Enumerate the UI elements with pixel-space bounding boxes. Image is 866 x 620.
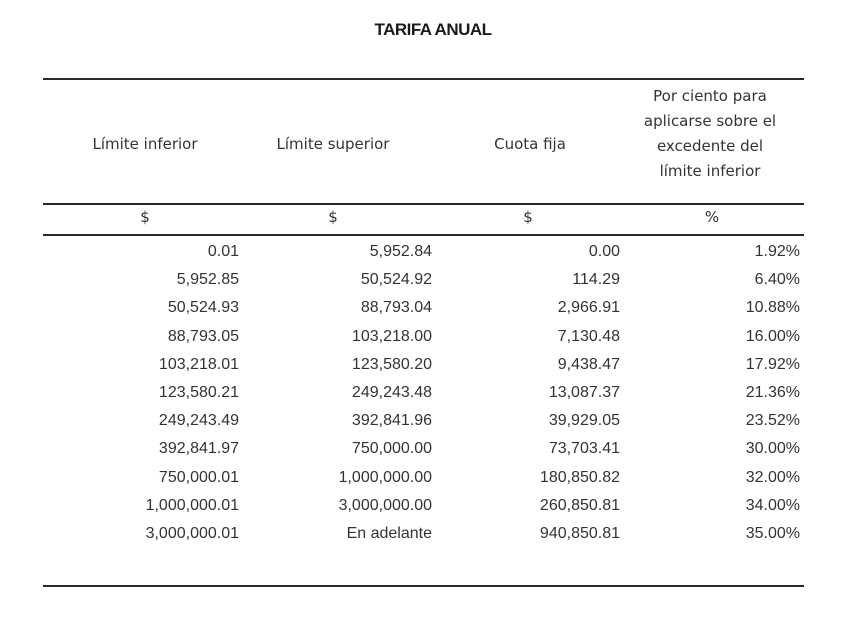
table-body — [43, 240, 804, 550]
header-limite-superior: Límite superior — [276, 135, 390, 153]
cell-cuota-fija: 0.00 — [588, 243, 620, 260]
cell-limite-superior: 392,841.96 — [351, 412, 432, 430]
cell-limite-superior: 5,952.84 — [369, 243, 432, 260]
unit-limite-superior: $ — [328, 208, 338, 226]
header-por-ciento-line-3: excedente del — [656, 137, 764, 155]
cell-limite-superior: 3,000,000.00 — [338, 496, 432, 514]
cell-por-ciento: 1.92% — [754, 243, 800, 260]
header-por-ciento — [615, 84, 805, 184]
cell-limite-superior: 88,793.04 — [360, 299, 432, 317]
table-row — [43, 409, 804, 437]
cell-limite-inferior: 750,000.01 — [158, 468, 239, 486]
cell-limite-inferior: 392,841.97 — [158, 440, 239, 458]
cell-limite-superior: 103,218.00 — [351, 327, 432, 345]
table-row — [43, 268, 804, 296]
table-row — [43, 466, 804, 494]
cell-limite-superior: 50,524.92 — [360, 271, 432, 289]
cell-por-ciento: 16.00% — [745, 327, 800, 345]
cell-cuota-fija: 2,966.91 — [557, 299, 620, 317]
cell-por-ciento: 34.00% — [745, 496, 800, 514]
cell-limite-inferior: 5,952.85 — [176, 271, 239, 289]
cell-limite-superior: 249,243.48 — [351, 383, 432, 401]
cell-por-ciento: 32.00% — [745, 468, 800, 486]
cell-por-ciento: 21.36% — [745, 383, 800, 401]
cell-limite-inferior: 0.01 — [207, 243, 239, 260]
unit-por-ciento: % — [704, 208, 720, 226]
header-limite-inferior: Límite inferior — [92, 135, 198, 153]
cell-cuota-fija: 114.29 — [572, 271, 620, 289]
cell-limite-superior: 750,000.00 — [351, 440, 432, 458]
table-title: TARIFA ANUAL — [374, 20, 492, 39]
cell-limite-inferior: 3,000,000.01 — [145, 524, 239, 542]
header-rule — [43, 203, 804, 205]
cell-limite-inferior: 88,793.05 — [167, 327, 239, 345]
table-row — [43, 353, 804, 381]
cell-por-ciento: 30.00% — [745, 440, 800, 458]
cell-por-ciento: 10.88% — [745, 299, 800, 317]
cell-limite-inferior: 50,524.93 — [167, 299, 239, 317]
table-row — [43, 240, 804, 268]
header-por-ciento-line-4: límite inferior — [659, 162, 761, 180]
bottom-rule — [43, 585, 804, 587]
cell-cuota-fija: 39,929.05 — [548, 412, 620, 430]
top-rule — [43, 78, 804, 80]
cell-limite-superior: En adelante — [346, 524, 432, 542]
cell-cuota-fija: 180,850.82 — [539, 468, 620, 486]
table-row — [43, 381, 804, 409]
cell-cuota-fija: 940,850.81 — [539, 524, 620, 542]
table-row — [43, 296, 804, 324]
header-por-ciento-line-1: Por ciento para — [653, 87, 767, 105]
cell-por-ciento: 23.52% — [745, 412, 800, 430]
cell-por-ciento: 35.00% — [745, 524, 800, 542]
header-por-ciento-line-2: aplicarse sobre el — [643, 112, 777, 130]
cell-cuota-fija: 9,438.47 — [557, 355, 620, 373]
cell-limite-inferior: 103,218.01 — [158, 355, 239, 373]
cell-limite-superior: 123,580.20 — [351, 355, 432, 373]
cell-cuota-fija: 7,130.48 — [557, 327, 620, 345]
unit-cuota-fija: $ — [523, 208, 533, 226]
table-row — [43, 325, 804, 353]
cell-limite-superior: 1,000,000.00 — [338, 468, 432, 486]
table-row — [43, 494, 804, 522]
cell-cuota-fija: 73,703.41 — [548, 440, 620, 458]
table-row — [43, 522, 804, 550]
cell-por-ciento: 17.92% — [745, 355, 800, 373]
cell-por-ciento: 6.40% — [754, 271, 800, 289]
cell-cuota-fija: 260,850.81 — [539, 496, 620, 514]
table-row — [43, 437, 804, 465]
unit-limite-inferior: $ — [140, 208, 150, 226]
cell-limite-inferior: 249,243.49 — [158, 412, 239, 430]
header-cuota-fija: Cuota fija — [494, 135, 566, 153]
cell-limite-inferior: 123,580.21 — [158, 383, 239, 401]
cell-cuota-fija: 13,087.37 — [548, 383, 620, 401]
unit-rule — [43, 234, 804, 236]
cell-limite-inferior: 1,000,000.01 — [145, 496, 239, 514]
